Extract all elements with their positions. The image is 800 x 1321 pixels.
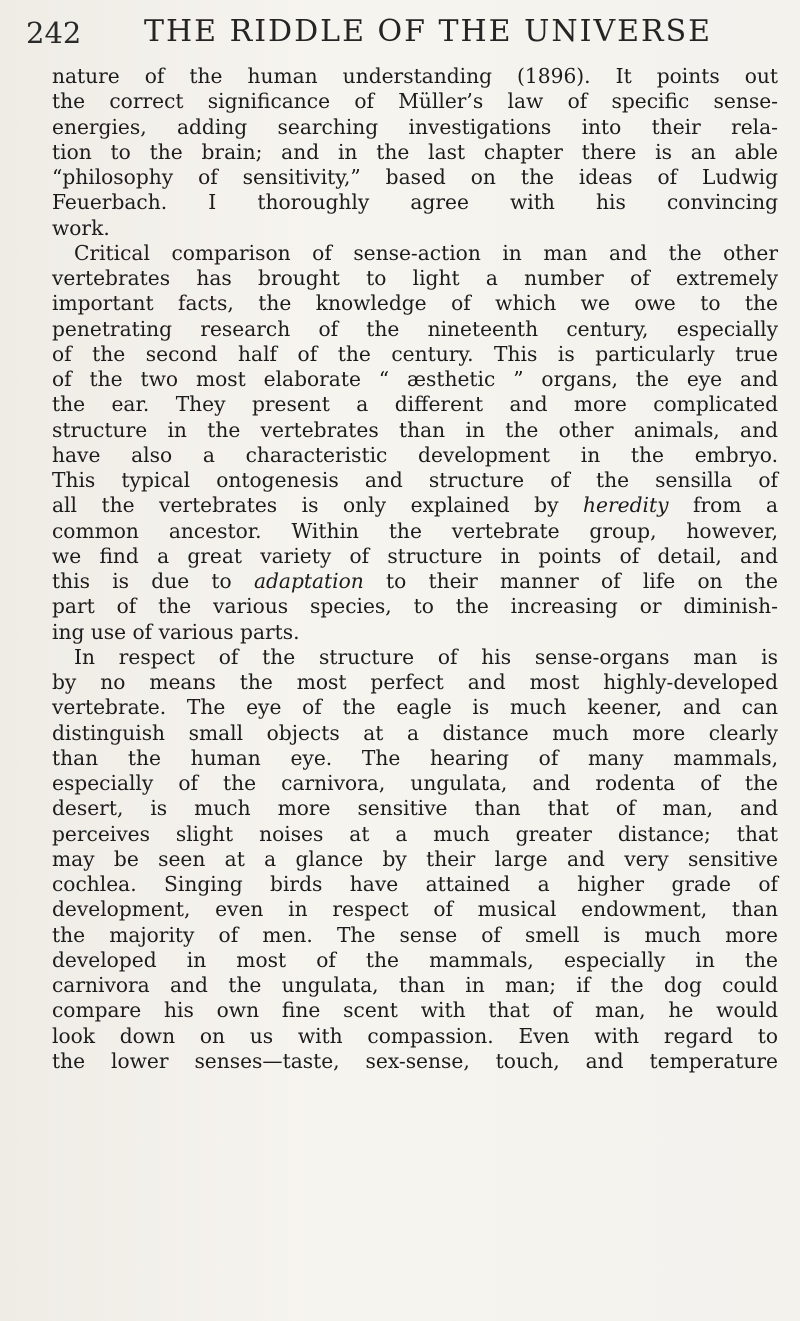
text-line: In respect of the structure of his sense-organs man is: [74, 644, 778, 669]
text-line: may be seen at a glance by their large and very sensitive: [52, 846, 778, 871]
text-line: distinguish small objects at a distance much more clearly: [52, 720, 778, 745]
text-line: than the human eye. The hearing of many mammals,: [52, 745, 778, 770]
text-line: penetrating research of the nineteenth century, especially: [52, 316, 778, 341]
text-line: the majority of men. The sense of smell is much more: [52, 922, 778, 947]
text-line: nature of the human understanding (1896). It points out: [52, 64, 778, 88]
text-line: Critical comparison of sense-action in man and the other: [74, 240, 778, 265]
text-line: ing use of various parts.: [52, 619, 300, 644]
emphasis: adaptation: [253, 569, 364, 593]
text-line: vertebrates has brought to light a number of extremely: [52, 266, 778, 290]
text-line: part of the various species, to the increasing or diminish-: [52, 594, 778, 619]
text-line: desert, is much more sensitive than that of man, and: [52, 796, 778, 821]
page-number: 242: [26, 16, 82, 50]
running-head: THE RIDDLE OF THE UNIVERSE: [144, 14, 713, 49]
text-line: development, even in respect of musical endowment, than: [52, 897, 778, 922]
body-text: [52, 64, 778, 1074]
text-line: work.: [52, 215, 110, 240]
text-line: cochlea. Singing birds have attained a higher grade of: [52, 872, 778, 896]
text-line: we find a great variety of structure in points of detail, and: [52, 543, 778, 568]
text-line: by no means the most perfect and most highly-developed: [52, 670, 778, 694]
text-line: especially of the carnivora, ungulata, and rodenta of the: [52, 771, 778, 795]
text-line: structure in the vertebrates than in the other animals, and: [52, 417, 778, 442]
page-header: [26, 10, 760, 60]
text-line: energies, adding searching investigations into their rela-: [52, 114, 778, 139]
text-line: common ancestor. Within the vertebrate group, however,: [52, 518, 778, 543]
text-line: Feuerbach. I thoroughly agree with his convincing: [52, 190, 778, 215]
text-line: perceives slight noises at a much greater distance; that: [52, 821, 778, 846]
text-line: developed in most of the mammals, especially in the: [52, 947, 778, 972]
text-line: This typical ontogenesis and structure of the sensilla of: [52, 468, 778, 492]
text-line: vertebrate. The eye of the eagle is much keener, and can: [52, 695, 778, 720]
text-line: of the two most elaborate “ æsthetic ” organs, the eye and: [52, 367, 778, 391]
text-line: tion to the brain; and in the last chapter there is an able: [52, 139, 778, 164]
text-line: have also a characteristic development in the embryo.: [52, 442, 778, 467]
text-line: the lower senses—taste, sex-sense, touch, and temperature: [52, 1048, 778, 1073]
text-line: the correct significance of Müller’s law of specific sense-: [52, 89, 778, 114]
text-line: this is due to adaptation to their manner of life on the: [52, 569, 778, 593]
text-line: the ear. They present a different and more complicated: [52, 392, 778, 417]
text-line: of the second half of the century. This is particularly true: [52, 341, 778, 366]
emphasis: heredity: [583, 493, 669, 518]
text-line: important facts, the knowledge of which we owe to the: [52, 291, 778, 316]
text-line: “philosophy of sensitivity,” based on the ideas of Ludwig: [52, 165, 778, 189]
text-line: carnivora and the ungulata, than in man; if the dog could: [52, 973, 778, 997]
text-line: look down on us with compassion. Even with regard to: [52, 1023, 778, 1048]
text-line: all the vertebrates is only explained by heredity from a: [52, 493, 778, 518]
text-line: compare his own fine scent with that of man, he would: [52, 998, 778, 1023]
